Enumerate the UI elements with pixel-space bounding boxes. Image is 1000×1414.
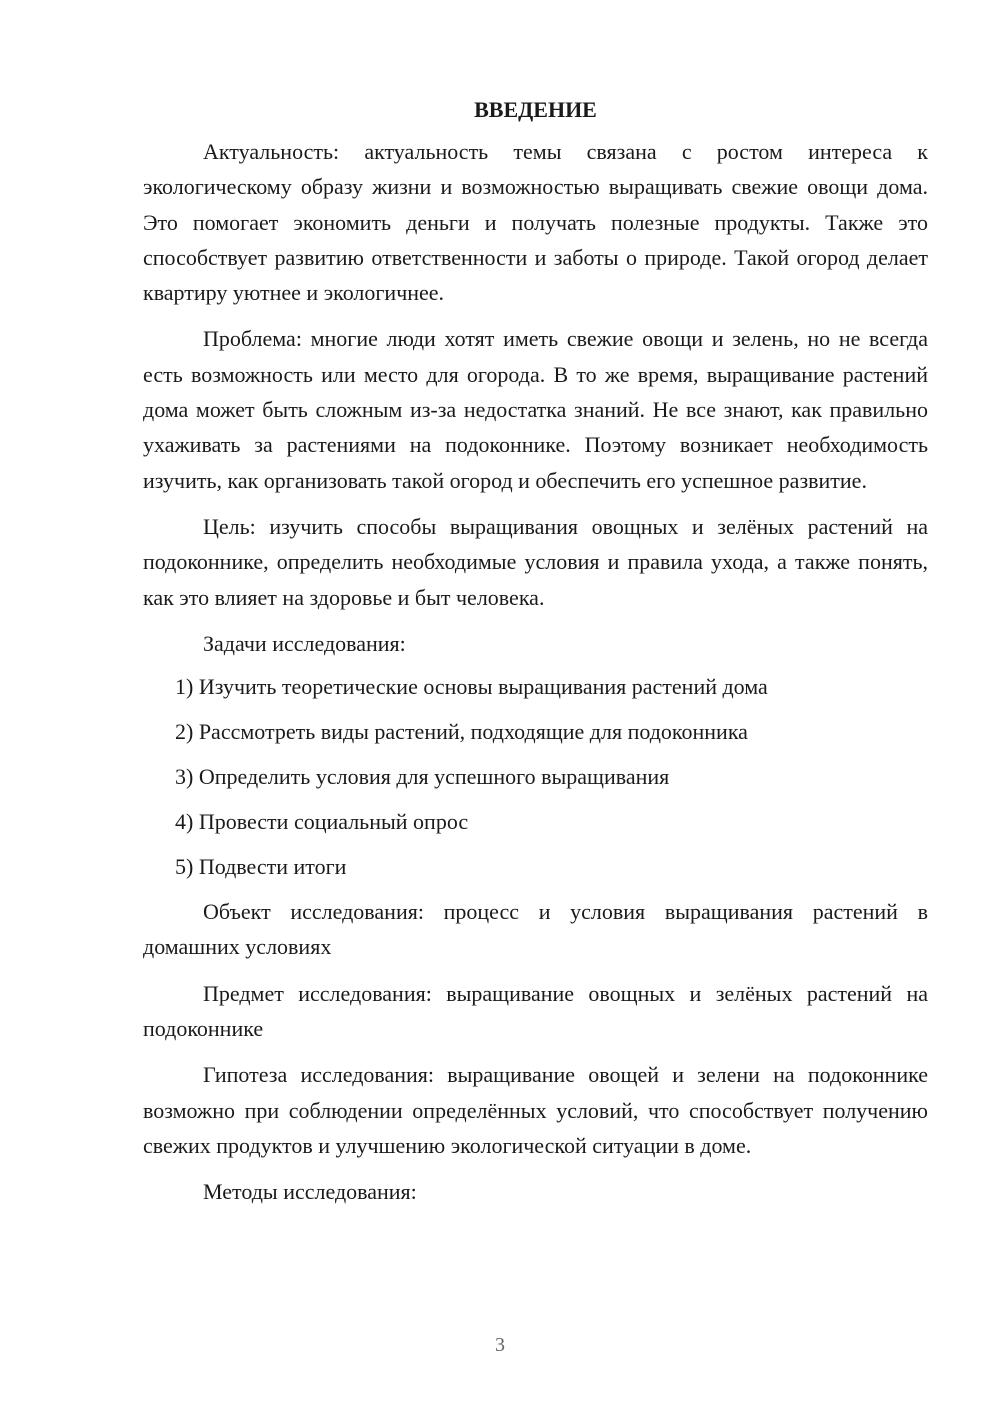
paragraph-problem: Проблема: многие люди хотят иметь свежие овощи и зелень, но не всегда есть возможность или место для огорода. В то же время, выращивание растений дома может быть сложным из-за недостатка знаний. Не все знают, как правильно ухаживать за растениями на подоконнике. Поэтому возникает необходимость изучить, как организовать такой огород и обеспечить его успешное развитие.	[143, 326, 928, 493]
page-title: ВВЕДЕНИЕ	[474, 97, 597, 122]
paragraph-relevance: Актуальность: актуальность темы связана с ростом интереса к экологическому образу жизни и возможностью выращивать свежие овощи дома. Это помогает экономить деньги и получать полезные продукты. Также это способствует развитию ответственности и заботы о природе. Такой огород делает квартиру уютнее и экологичнее.	[143, 139, 928, 306]
tasks-heading: Задачи исследования:	[203, 630, 406, 656]
task-item-1: 1) Изучить теоретические основы выращивания растений дома	[175, 674, 768, 700]
task-item-2: 2) Рассмотреть виды растений, подходящие для подоконника	[175, 719, 748, 745]
paragraph-subject: Предмет исследования: выращивание овощных и зелёных растений на подоконнике	[143, 980, 928, 1042]
task-item-5: 5) Подвести итоги	[175, 854, 347, 880]
page-number: 3	[495, 1334, 505, 1356]
paragraph-object: Объект исследования: процесс и условия выращивания растений в домашних условиях	[143, 899, 928, 960]
methods-heading: Методы исследования:	[203, 1179, 417, 1205]
document-page	[143, 90, 928, 1221]
task-item-4: 4) Провести социальный опрос	[175, 809, 469, 835]
paragraph-hypothesis: Гипотеза исследования: выращивание овощей и зелени на подоконнике возможно при соблюдении определённых условий, что способствует получению свежих продуктов и улучшению экологической ситуации в доме.	[143, 1062, 928, 1158]
tasks-list	[143, 669, 928, 884]
paragraph-goal: Цель: изучить способы выращивания овощных и зелёных растений на подоконнике, определить необходимые условия и правила ухода, а также понять, как это влияет на здоровье и быт человека.	[143, 513, 928, 610]
task-item-3: 3) Определить условия для успешного выращивания	[175, 764, 670, 790]
